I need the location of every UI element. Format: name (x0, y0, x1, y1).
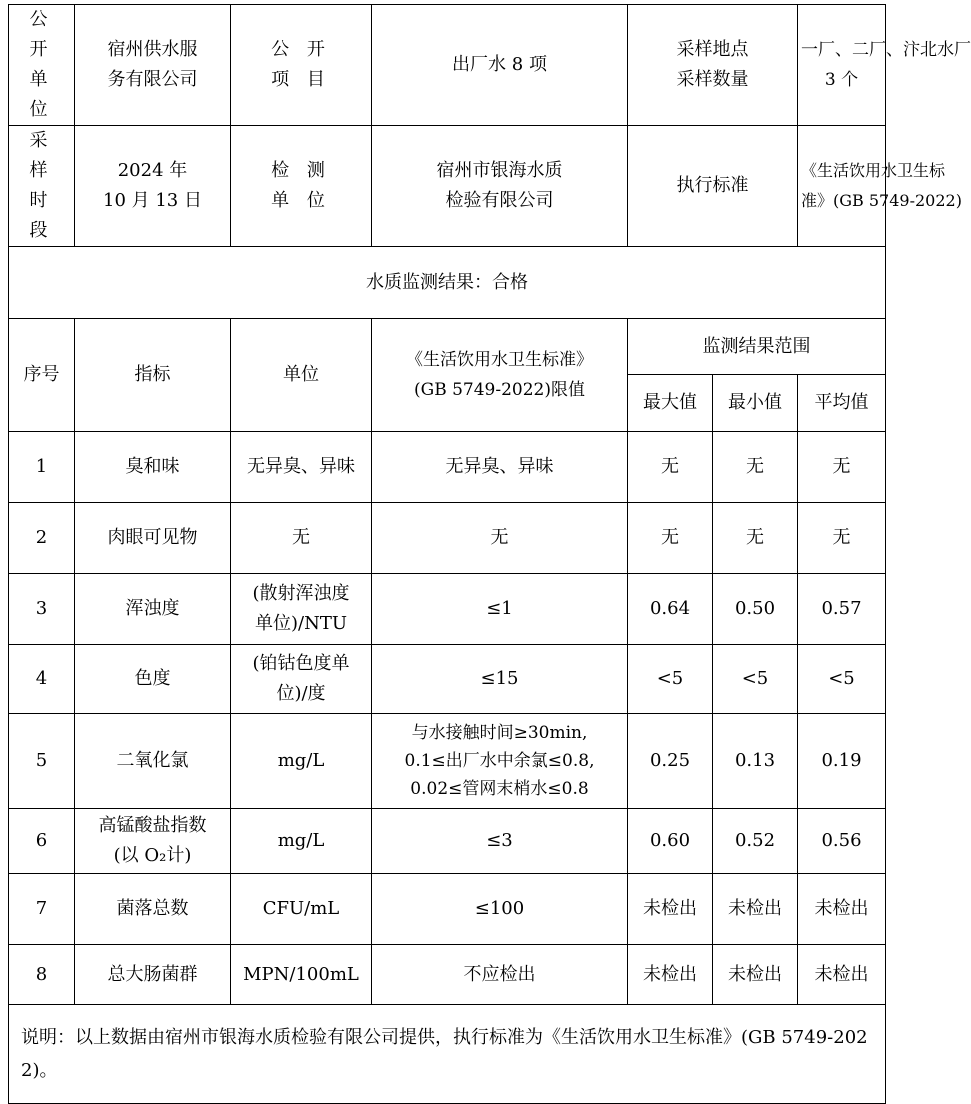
row-no: 5 (9, 714, 75, 809)
row-max: 0.60 (628, 809, 713, 874)
row-avg: 无 (798, 432, 886, 503)
row-min: 0.50 (713, 574, 798, 645)
result-summary: 水质监测结果：合格 (9, 247, 886, 319)
public-item-label: 公 开 项 目 (231, 5, 372, 126)
row-limit: ≤15 (372, 645, 628, 714)
row-limit: ≤1 (372, 574, 628, 645)
standard-label: 执行标准 (628, 126, 798, 247)
col-limit-header: 《生活饮用水卫生标准》 (GB 5749-2022)限值 (372, 319, 628, 432)
row-max: 无 (628, 503, 713, 574)
row-no: 4 (9, 645, 75, 714)
test-unit-value: 宿州市银海水质 检验有限公司 (372, 126, 628, 247)
public-item-value: 出厂水 8 项 (372, 5, 628, 126)
table-row (9, 945, 886, 1005)
column-header-row-1 (9, 319, 886, 375)
public-unit-value: 宿州供水服 务有限公司 (75, 5, 231, 126)
row-limit: 不应检出 (372, 945, 628, 1005)
water-quality-table (8, 4, 971, 1104)
public-unit-label: 公 开 单 位 (9, 5, 75, 126)
table-row (9, 714, 886, 809)
sampling-period-label: 采 样 时 段 (9, 126, 75, 247)
row-unit: (散射浑浊度 单位)/NTU (231, 574, 372, 645)
row-limit: 与水接触时间≥30min, 0.1≤出厂水中余氯≤0.8, 0.02≤管网末梢水≤0.8 (372, 714, 628, 809)
row-indicator: 色度 (75, 645, 231, 714)
row-no: 6 (9, 809, 75, 874)
row-unit: mg/L (231, 714, 372, 809)
row-avg: 未检出 (798, 874, 886, 945)
row-avg: 0.57 (798, 574, 886, 645)
result-summary-row (9, 247, 886, 319)
row-limit: 无异臭、异味 (372, 432, 628, 503)
header-row-2 (9, 126, 886, 247)
col-indicator-header: 指标 (75, 319, 231, 432)
row-no: 2 (9, 503, 75, 574)
row-min: 0.52 (713, 809, 798, 874)
row-indicator: 浑浊度 (75, 574, 231, 645)
test-unit-label: 检 测 单 位 (231, 126, 372, 247)
header-row-1 (9, 5, 886, 126)
sampling-period-value: 2024 年 10 月 13 日 (75, 126, 231, 247)
row-min: 无 (713, 432, 798, 503)
row-min: 未检出 (713, 874, 798, 945)
row-unit: 无 (231, 503, 372, 574)
row-min: <5 (713, 645, 798, 714)
row-indicator: 总大肠菌群 (75, 945, 231, 1005)
table-row (9, 874, 886, 945)
row-indicator: 肉眼可见物 (75, 503, 231, 574)
row-avg: <5 (798, 645, 886, 714)
row-indicator: 二氧化氯 (75, 714, 231, 809)
data-rows (9, 432, 886, 1005)
row-unit: 无异臭、异味 (231, 432, 372, 503)
col-unit-header: 单位 (231, 319, 372, 432)
table-row (9, 645, 886, 714)
col-max-header: 最大值 (628, 375, 713, 432)
row-min: 未检出 (713, 945, 798, 1005)
row-no: 8 (9, 945, 75, 1005)
col-avg-header: 平均值 (798, 375, 886, 432)
row-min: 0.13 (713, 714, 798, 809)
row-avg: 0.56 (798, 809, 886, 874)
row-avg: 无 (798, 503, 886, 574)
col-min-header: 最小值 (713, 375, 798, 432)
row-indicator: 菌落总数 (75, 874, 231, 945)
table-row (9, 809, 886, 874)
standard-value: 《生活饮用水卫生标 准》(GB 5749-2022) (798, 126, 886, 247)
note-row (9, 1005, 886, 1104)
table-row (9, 503, 886, 574)
row-max: <5 (628, 645, 713, 714)
row-no: 7 (9, 874, 75, 945)
row-indicator: 高锰酸盐指数 (以 O₂计) (75, 809, 231, 874)
row-no: 3 (9, 574, 75, 645)
col-no-header: 序号 (9, 319, 75, 432)
table-row (9, 574, 886, 645)
row-max: 0.64 (628, 574, 713, 645)
col-range-header: 监测结果范围 (628, 319, 886, 375)
row-indicator: 臭和味 (75, 432, 231, 503)
note-text: 说明：以上数据由宿州市银海水质检验有限公司提供，执行标准为《生活饮用水卫生标准》(GB 5749-2022)。 (9, 1005, 886, 1104)
row-avg: 未检出 (798, 945, 886, 1005)
sampling-site-label: 采样地点 采样数量 (628, 5, 798, 126)
row-unit: (铂钴色度单 位)/度 (231, 645, 372, 714)
row-limit: ≤3 (372, 809, 628, 874)
row-min: 无 (713, 503, 798, 574)
sampling-site-value: 一厂、二厂、汴北水厂 3 个 (798, 5, 886, 126)
row-max: 无 (628, 432, 713, 503)
row-unit: CFU/mL (231, 874, 372, 945)
row-no: 1 (9, 432, 75, 503)
row-unit: MPN/100mL (231, 945, 372, 1005)
row-max: 未检出 (628, 874, 713, 945)
row-limit: ≤100 (372, 874, 628, 945)
row-max: 未检出 (628, 945, 713, 1005)
row-limit: 无 (372, 503, 628, 574)
table-row (9, 432, 886, 503)
row-max: 0.25 (628, 714, 713, 809)
row-unit: mg/L (231, 809, 372, 874)
row-avg: 0.19 (798, 714, 886, 809)
